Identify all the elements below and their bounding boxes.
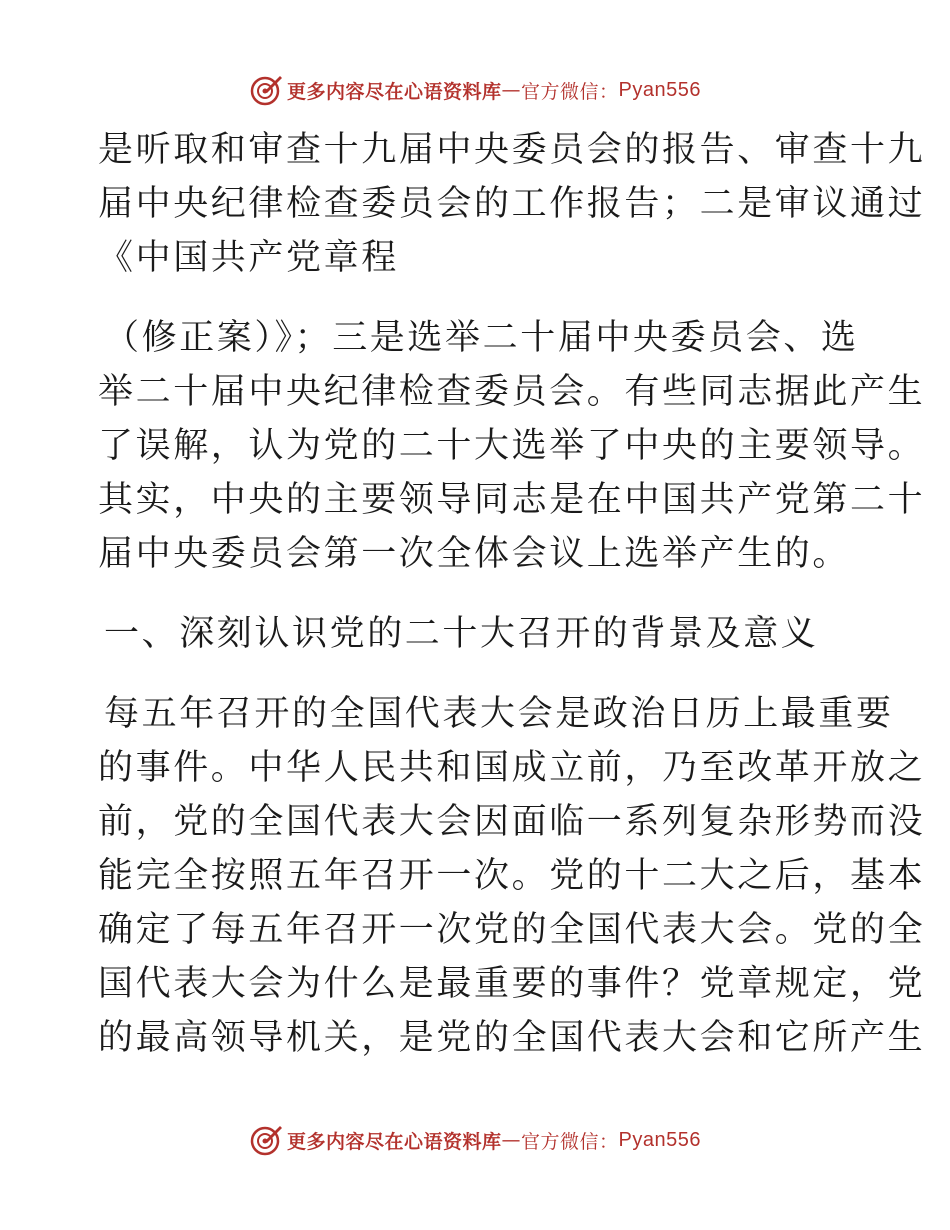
body-line-5: 举二十届中央纪律检查委员会。有些同志据此产生	[98, 372, 926, 412]
section-heading: 一、深刻认识党的二十大召开的背景及意义	[104, 614, 819, 654]
body-line-3: 《中国共产党章程	[98, 238, 399, 278]
body-line-4: （修正案）》；三是选举二十届中央委员会、选	[104, 318, 859, 358]
body-line-6: 了误解，认为党的二十大选举了中央的主要领导。	[98, 426, 926, 466]
header-wechat-id: Pyan556	[618, 78, 701, 101]
footer-separator: —	[501, 1129, 522, 1151]
header-wechat-label: 官方微信：	[521, 80, 619, 103]
body-line-15: 的最高领导机关，是党的全国代表大会和它所产生	[98, 1018, 926, 1058]
body-line-13: 确定了每五年召开一次党的全国代表大会。党的全	[98, 910, 926, 950]
footer-watermark-banner	[0, 1120, 950, 1160]
body-line-1: 是听取和审查十九届中央委员会的报告、审查十九	[98, 130, 926, 170]
footer-wechat-label: 官方微信：	[521, 1130, 619, 1153]
footer-site-label: 更多内容尽在心语资料库	[287, 1130, 502, 1153]
footer-wechat-id: Pyan556	[618, 1128, 701, 1151]
body-line-8: 届中央委员会第一次全体会议上选举产生的。	[98, 534, 851, 574]
header-watermark-banner	[0, 70, 950, 110]
body-line-7: 其实，中央的主要领导同志是在中国共产党第二十	[98, 480, 926, 520]
body-line-10: 的事件。中华人民共和国成立前，乃至改革开放之	[98, 748, 926, 788]
document-body	[98, 123, 926, 1065]
body-line-14: 国代表大会为什么是最重要的事件？党章规定，党	[98, 964, 926, 1004]
header-site-label: 更多内容尽在心语资料库	[287, 80, 502, 103]
body-line-12: 能完全按照五年召开一次。党的十二大之后，基本	[98, 856, 926, 896]
pen-logo-icon	[249, 1123, 283, 1157]
body-line-9: 每五年召开的全国代表大会是政治日历上最重要	[104, 694, 894, 734]
body-line-2: 届中央纪律检查委员会的工作报告；二是审议通过	[98, 184, 926, 224]
header-separator: —	[501, 79, 522, 101]
body-line-11: 前，党的全国代表大会因面临一系列复杂形势而没	[98, 802, 926, 842]
pen-logo-icon	[249, 73, 283, 107]
